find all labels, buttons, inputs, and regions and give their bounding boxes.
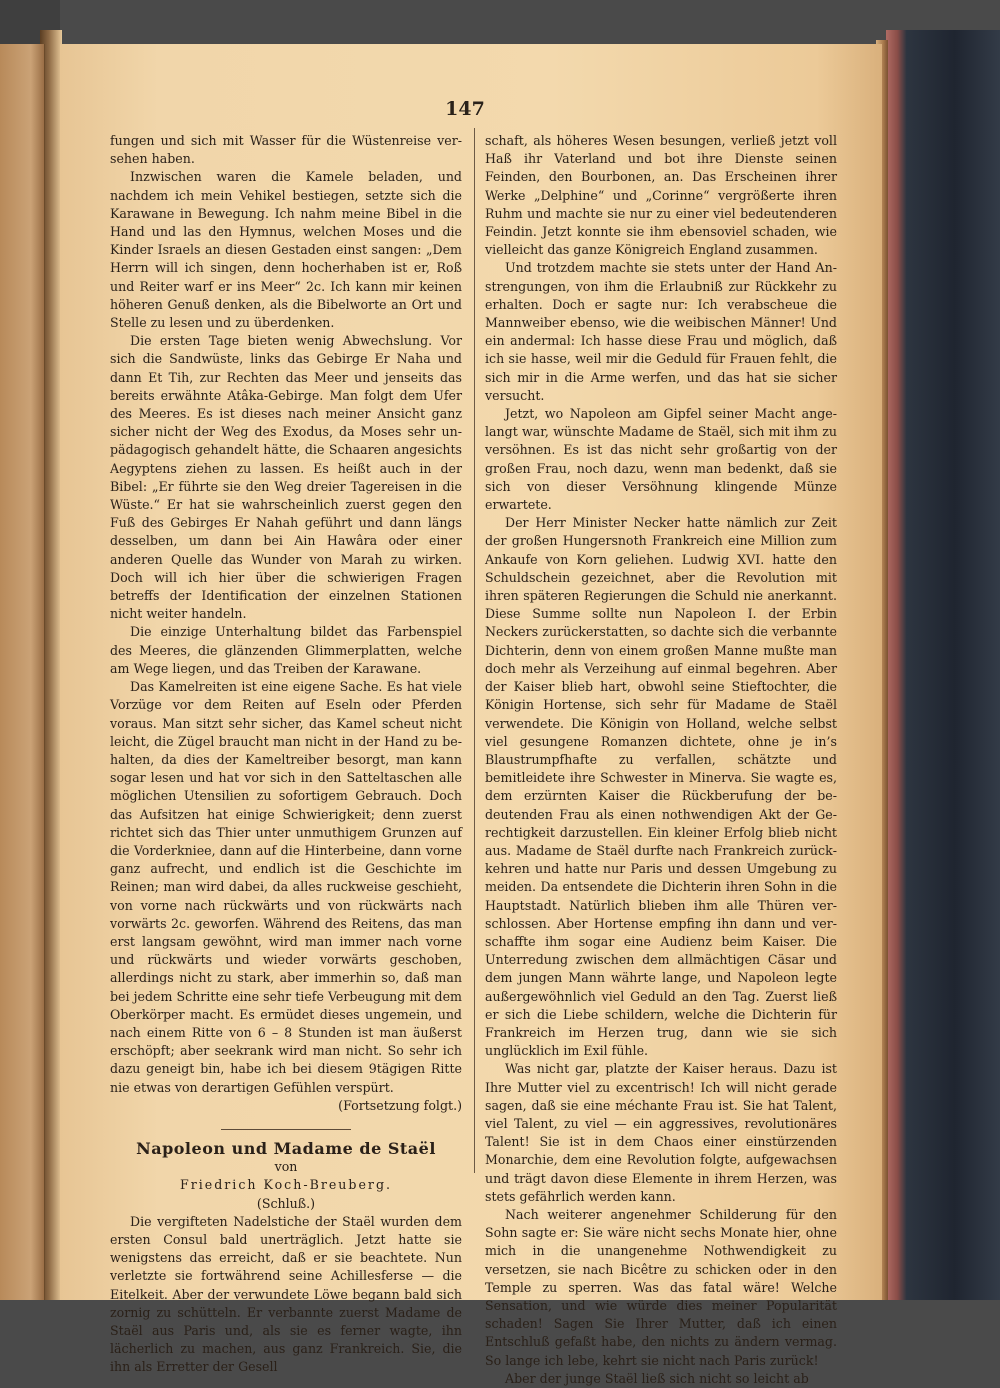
paragraph: Der Herr Minister Necker hatte nämlich zur Zeit der großen Hungersnoth Frankreich eine Million zum Ankaufe von Korn geliehen. Ludwig XVI. hatte den Schuldschein gezeichnet, aber die Revolution mit ihren späteren Regierungen die Schuld nie anerkannt. Diese Summe sollte nun Napoleon I. der Erbin Neckers zurückerstatten, so dachte sich die verbannte Dichterin, denn von einem großen Manne mußte man doch mehr als Verzeihung auf einmal begehren. Aber der Kaiser blieb hart, obwohl seine Stieftochter, die Königin Hortense, sich sehr für Madame de Staël verwendete. Die Königin von Holland, welche selbst viel gesungene Romanzen dichtete, ohne je in’s Blaustrumpfhafte zu verfallen, schätzte und bemitleidete ihre Schwester in Minerva. Sie wagte es, dem erzürnten Kaiser die Rückberufung der bedeutenden Frau als einen nothwendigen Akt der Gerechtigkeit darzustellen. Ein kleiner Erfolg blieb nicht aus. Madame de Staël durfte nach Frankreich zurückkehren und hatte nur Paris und dessen Umgebung zu meiden. Da entsendete die Dichterin ihren Sohn in die Hauptstadt. Natürlich blieben ihm alle Thüren verschlossen. Aber Hortense empfing ihn dann und verschaffte ihm sogar eine Audienz beim Kaiser. Die Unterredung zwischen dem allmächtigen Cäsar und dem jungen Mann währte lange, und Napoleon legte außergewöhnlich viel Geduld an den Tag. Zuerst ließ er sich die Liebe schildern, welche die Dichterin für Frankreich im Herzen trug, dann wie sie sich unglücklich im Exil fühle. (485, 515, 837, 1059)
right-column (485, 132, 837, 1388)
paragraph: Die einzige Unterhaltung bildet das Farbenspiel des Meeres, die glänzenden Glimmerplatten, welche am Wege liegen, und das Treiben der Karawane. (110, 624, 462, 676)
left-column (110, 132, 462, 1377)
paragraph: schaft, als höheres Wesen besungen, verließ jetzt voll Haß ihr Vaterland und bot ihre Dienste seinen Feinden, den Bourbonen, an. Das Erscheinen ihrer Werke „Delphine“ und „Corinne“ vergrößerte ihren Ruhm und machte sie nur zu einer viel bedeutenderen Feindin. Jetzt konnte sie ihm ebensoviel schaden, wie vielleicht das ganze Königreich England zusammen. (485, 133, 837, 258)
article-von: von (274, 1159, 298, 1175)
paragraph: Inzwischen waren die Kamele beladen, und nachdem ich mein Vehikel bestiegen, setzte sich die Karawane in Bewegung. Ich nahm meine Bibel in die Hand und las den Hymnus, welchen Moses und die Kinder Israels an diesen Gestaden einst sangen: „Dem Herrn will ich singen, denn hocherhaben ist er, Roß und Reiter warf er ins Meer“ 2c. Ich kann mir keinen höheren Genuß denken, als die Bibelworte an Ort und Stelle zu lesen und zu überdenken. (110, 169, 462, 331)
section-separator (221, 1129, 351, 1130)
book-cover-edge (886, 30, 1000, 1300)
paragraph: Die vergifteten Nadelstiche der Staël wurden dem ersten Consul bald unerträglich. Jetzt hatte sie wenigstens das erreicht, daß er sie beachtete. Nun verletzte sie fortwährend seine Achillesferse — die Eitelkeit. Aber der verwundete Löwe begann bald sich zornig zu schütteln. Er verbannte zuerst Madame de Staël aus Paris und, als sie es ferner wagte, ihn lächerlich zu machen, aus ganz Frankreich. Sie, die ihn als Erretter der Gesell (110, 1213, 462, 1375)
paragraph: Das Kamelreiten ist eine eigene Sache. Es hat viele Vorzüge vor dem Reiten auf Eseln oder Pferden voraus. Man sitzt sehr sicher, das Kamel scheut nicht leicht, die Zügel braucht man nicht in der Hand zu behalten, da dies der Kameltreiber besorgt, man kann sogar lesen und hat vor sich in den Satteltaschen alle möglichen Utensilien zu sofortigem Gebrauch. Doch das Aufsitzen hat einige Schwierigkeit; denn zuerst richtet sich das Thier unter unmuthigem Grunzen auf die Vorderkniee, dann auf die Hinterbeine, dann vorne ganz aufrecht, und endlich ist die Geschichte im Reinen; man wird dabei, da alles ruckweise geschieht, von vorne nach rückwärts und von rückwärts nach vorwärts 2c. geworfen. Während des Reitens, das man erst langsam gewöhnt, wird man immer nach vorne und rückwärts und wieder vorwärts geschoben, allerdings nicht zu stark, aber immerhin so, daß man bei jedem Schritte eine sehr tiefe Verbeugung mit dem Oberkörper macht. Es ermüdet dieses ungemein, und nach einem Ritte von 6 – 8 Stunden ist man äußerst erschöpft; aber seekrank wird man nicht. So sehr ich dazu geneigt bin, habe ich bei diesem 9tägigen Ritte nie etwas von derartigen Gefühlen verspürt. (110, 679, 462, 1095)
paragraph: Aber der junge Staël ließ sich nicht so leicht ab (505, 1370, 809, 1386)
left-page-edge (0, 44, 45, 1300)
continued-note: (Fortsetzung folgt.) (338, 1097, 462, 1113)
paragraph: fungen und sich mit Wasser für die Wüstenreise versehen haben. (110, 133, 462, 167)
article-author: Friedrich Koch-Breuberg. (179, 1177, 393, 1193)
paragraph: Jetzt, wo Napoleon am Gipfel seiner Macht angelangt war, wünschte Madame de Staël, sich mit ihm zu versöhnen. Es ist das nicht sehr großartig von der großen Frau, noch dazu, wenn man bedenkt, daß sie sich von dieser Versöhnung klingende Münze erwartete. (485, 406, 837, 513)
article-conclusion-note: (Schluß.) (256, 1195, 316, 1211)
column-divider (474, 128, 475, 1173)
paragraph: Nach weiterer angenehmer Schilderung für den Sohn sagte er: Sie wäre nicht sechs Monate hier, ohne mich in die unangenehme Nothwendigkeit zu versetzen, sie nach Bicêtre zu schicken oder in den Temple zu sperren. Was das fatal wäre! Welche Sensation, und wie würde dies meiner Popularität schaden! Sagen Sie Ihrer Mutter, daß ich einen Entschluß gefaßt habe, den nichts zu ändern vermag. So lange ich lebe, kehrt sie nicht nach Paris zurück! (485, 1206, 837, 1368)
paragraph: Die ersten Tage bieten wenig Abwechslung. Vor sich die Sandwüste, links das Gebirge Er Naha und dann Et Tih, zur Rechten das Meer und jenseits das bereits erwähnte Atâka-Gebirge. Man folgt dem Ufer des Meeres. Es ist dieses nach meiner Ansicht ganz sicher nicht der Weg des Exodus, da Moses sehr unpädagogisch gehandelt hätte, die Schaaren angesichts Aegyptens ziehen zu lassen. Es heißt auch in der Bibel: „Er führte sie den Weg dreier Tagereisen in die Wüste.“ Er hat sie wahrscheinlich zuerst gegen den Fuß des Gebirges Er Nahah geführt und dann längs desselben, um dann bei Ain Hawâra oder einer anderen Quelle das Wunder von Marah zu wirken. Doch will ich hier über die schwierigen Fragen betreffs der Identification der einzelnen Stationen nicht weiter handeln. (110, 333, 462, 622)
paragraph: Was nicht gar, platzte der Kaiser heraus. Dazu ist Ihre Mutter viel zu excentrisch! Ich will nicht gerade sagen, daß sie eine méchante Frau ist. Sie hat Talent, viel Talent, zu viel — ein aggressives, revolutionäres Talent! Sie ist in dem Chaos einer einstürzenden Monarchie, dem eine Revolution folgte, aufgewachsen und trägt davon diese Elemente in ihrem Herzen, was stets gefährlich werden kann. (485, 1061, 837, 1204)
article-title: Napoleon und Madame de Staël (136, 1138, 436, 1158)
paragraph: Und trotzdem machte sie stets unter der Hand Anstrengungen, von ihm die Erlaubniß zur Rückkehr zu erhalten. Doch er sagte nur: Ich verabscheue die Mannweiber ebenso, wie die weibischen Männer! Und ein andermal: Ich hasse diese Frau und möglich, daß ich sie hasse, weil mir die Geduld für Frauen fehlt, die sich mir in die Arme werfen, und das hat sie sicher versucht. (485, 260, 837, 403)
page-number: 147 (445, 98, 485, 120)
